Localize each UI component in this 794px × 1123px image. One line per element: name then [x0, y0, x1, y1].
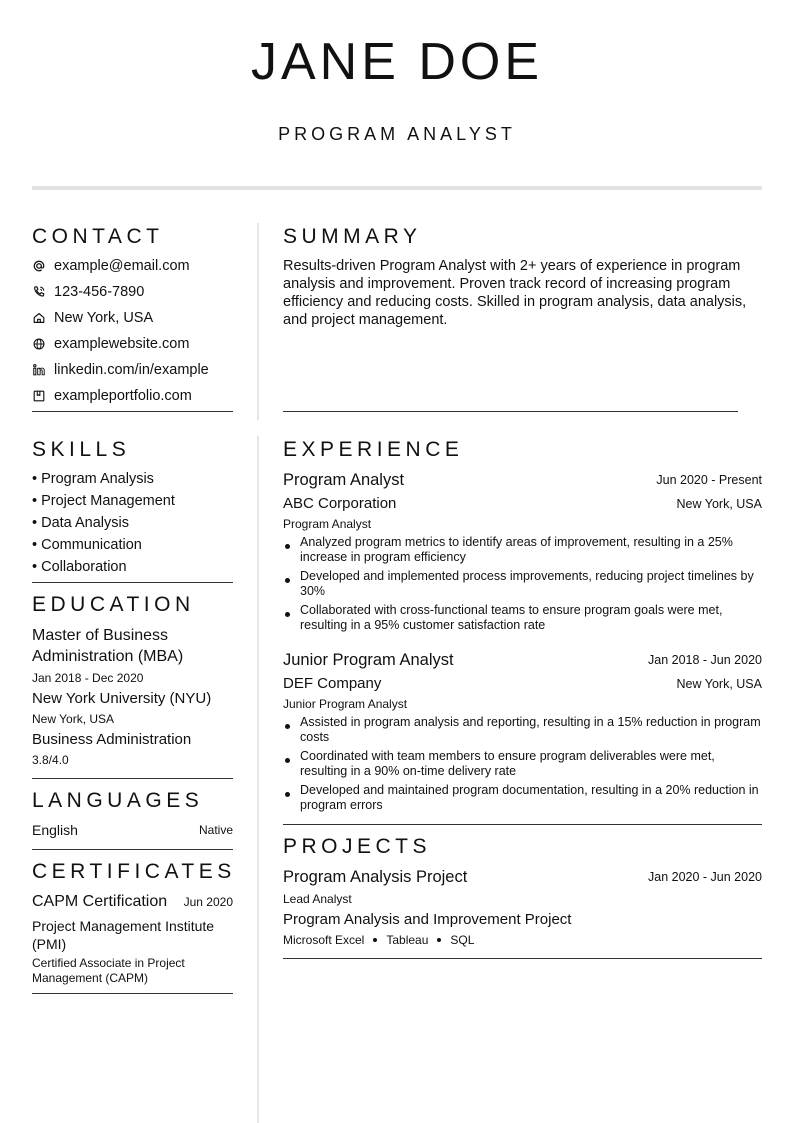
languages-rule: [32, 849, 233, 850]
job-role: Program Analyst: [283, 471, 405, 489]
column-divider-bottom: [257, 436, 259, 1123]
summary-rule: [283, 411, 738, 412]
certificate-issuer: Project Management Institute (PMI): [32, 918, 215, 952]
job-dates: Jun 2020 - Present: [656, 473, 762, 487]
job-location: New York, USA: [676, 497, 762, 511]
at-icon: [32, 259, 46, 273]
job-title: PROGRAM ANALYST: [278, 124, 516, 144]
contact-phone-text: 123-456-7890: [54, 284, 145, 300]
certificate-name: CAPM Certification: [32, 893, 168, 910]
education-school: New York University (NYU): [32, 690, 212, 707]
skills-heading: SKILLS: [32, 438, 131, 461]
project-tools: [283, 932, 474, 948]
skill-item: • Communication: [32, 537, 142, 553]
column-divider-top: [257, 223, 259, 420]
certificate-detail: Certified Associate in Project Management (CAPM): [32, 956, 185, 985]
bullet-dot: [285, 758, 290, 763]
job-bullet: Developed and maintained program documentation, resulting in a 20% reduction in program errors: [300, 783, 759, 812]
candidate-name: JANE DOE: [250, 33, 544, 91]
job-subtitle: Program Analyst: [283, 517, 372, 531]
tool-separator: [373, 938, 377, 942]
contact-linkedin[interactable]: [32, 361, 209, 379]
languages-heading: LANGUAGES: [32, 789, 204, 812]
contact-portfolio-text: exampleportfolio.com: [54, 388, 192, 404]
tool-separator: [437, 938, 441, 942]
certificate-date: Jun 2020: [183, 895, 233, 909]
skill-item: • Project Management: [32, 493, 175, 509]
education-degree: Master of Business Administration (MBA): [32, 627, 184, 665]
education-location: New York, USA: [32, 712, 115, 726]
bullet-dot: [285, 578, 290, 583]
contact-heading: CONTACT: [32, 225, 164, 248]
tool-tag: Microsoft Excel: [283, 933, 365, 947]
language-level: Native: [198, 823, 233, 837]
education-gpa: 3.8/4.0: [32, 753, 69, 767]
contact-location-text: New York, USA: [54, 310, 154, 326]
bullet-dot: [285, 612, 290, 617]
contact-email[interactable]: [32, 257, 190, 275]
job-subtitle: Junior Program Analyst: [283, 697, 408, 711]
education-field: Business Administration: [32, 731, 192, 748]
globe-icon: [32, 337, 46, 351]
projects-heading: PROJECTS: [283, 835, 432, 858]
job-location: New York, USA: [676, 677, 762, 691]
job-bullet: Assisted in program analysis and reporting, resulting in a 15% reduction in program costs: [300, 715, 761, 744]
job-role: Junior Program Analyst: [283, 651, 454, 669]
project-description: Program Analysis and Improvement Project: [283, 911, 572, 928]
contact-email-text: example@email.com: [54, 258, 190, 274]
projects-rule: [283, 958, 762, 959]
tool-tag: Tableau: [386, 933, 429, 947]
certificates-rule: [32, 993, 233, 994]
job-bullet: Coordinated with team members to ensure program deliverables were met, resulting in a 90% on-time delivery rate: [300, 749, 715, 778]
job-bullet: Developed and implemented process improvements, reducing project timelines by 30%: [300, 569, 754, 598]
skill-item: • Program Analysis: [32, 471, 154, 487]
contact-portfolio[interactable]: [32, 387, 192, 405]
job-bullet: Analyzed program metrics to identify areas of improvement, resulting in a 25% increase in program efficiency: [300, 535, 733, 564]
skills-rule: [32, 582, 233, 583]
bullet-dot: [285, 724, 290, 729]
experience-heading: EXPERIENCE: [283, 438, 464, 461]
education-dates: Jan 2018 - Dec 2020: [32, 671, 144, 685]
tool-tag: SQL: [450, 933, 475, 947]
linkedin-icon: [32, 363, 46, 377]
job-dates: Jan 2018 - Jun 2020: [648, 653, 762, 667]
contact-phone[interactable]: [32, 283, 144, 301]
contact-website[interactable]: [32, 335, 189, 353]
project-name: Program Analysis Project: [283, 868, 468, 886]
contact-linkedin-text: linkedin.com/in/example: [54, 362, 209, 378]
bullet-dot: [285, 792, 290, 797]
education-rule: [32, 778, 233, 779]
project-role: Lead Analyst: [283, 892, 352, 906]
job-company: ABC Corporation: [283, 495, 397, 512]
summary-text: Results-driven Program Analyst with 2+ years of experience in program analysis and improvement. Proven track record of increasing program efficiency and reducing costs. Skilled in program analysis, data analysis, and project management.: [283, 258, 747, 328]
job-company: DEF Company: [283, 675, 382, 692]
header-divider: [32, 186, 762, 190]
phone-icon: [32, 285, 46, 299]
home-icon: [32, 311, 46, 325]
contact-location: [32, 309, 153, 327]
summary-heading: SUMMARY: [283, 225, 422, 248]
skill-item: • Data Analysis: [32, 515, 129, 531]
certificates-heading: CERTIFICATES: [32, 860, 236, 883]
project-dates: Jan 2020 - Jun 2020: [648, 870, 762, 884]
skill-item: • Collaboration: [32, 559, 127, 575]
portfolio-icon: [32, 389, 46, 403]
experience-rule: [283, 824, 762, 825]
bullet-dot: [285, 544, 290, 549]
contact-rule: [32, 411, 233, 412]
education-heading: EDUCATION: [32, 593, 195, 616]
job-bullet: Collaborated with cross-functional teams to ensure program goals were met, resulting in a 95% customer satisfaction rate: [300, 603, 723, 632]
language-name: English: [32, 822, 78, 838]
contact-website-text: examplewebsite.com: [54, 336, 190, 352]
